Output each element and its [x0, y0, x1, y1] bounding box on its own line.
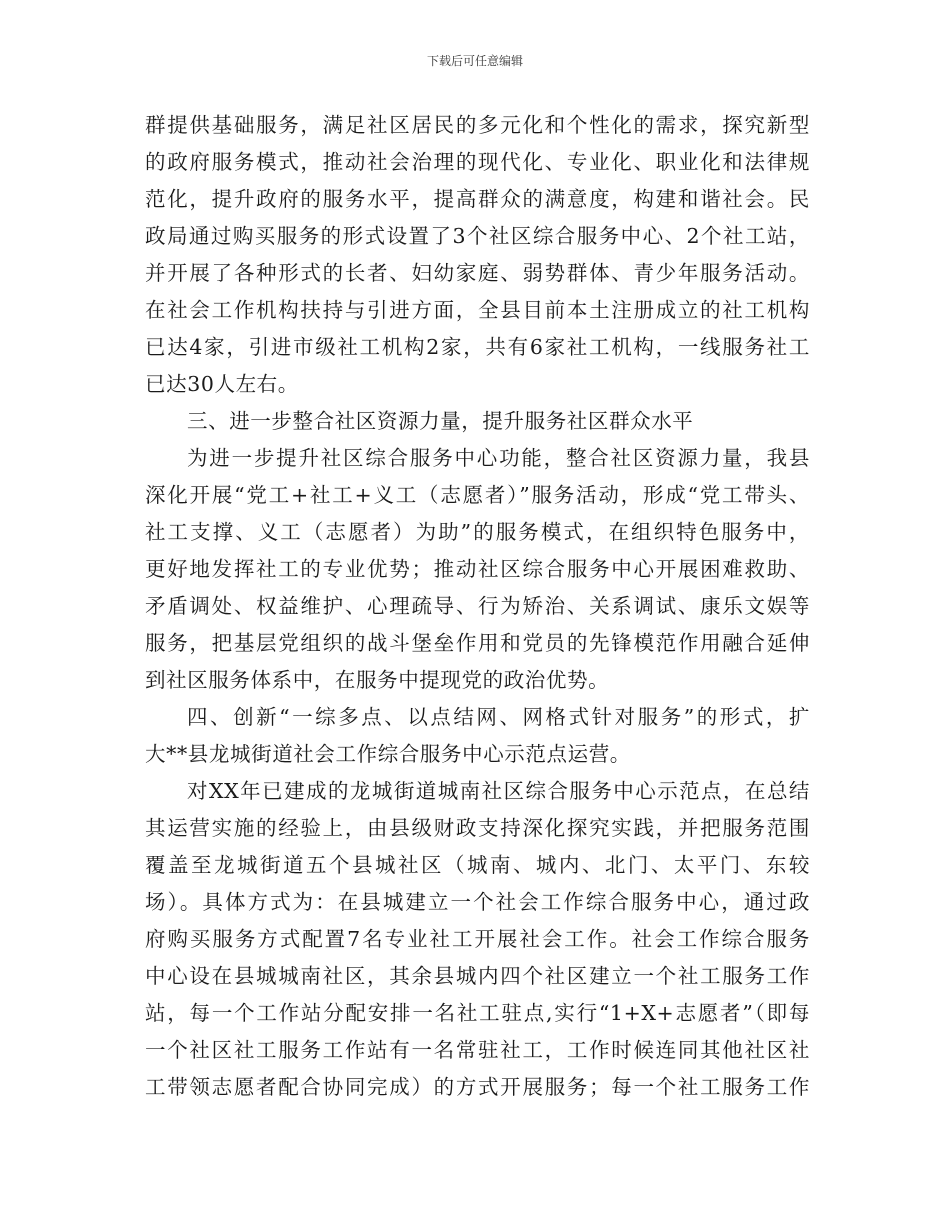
text-line: 服务，把基层党组织的战斗堡垒作用和党员的先锋模范作用融合延伸 — [145, 631, 810, 655]
text-line: 已达4家，引进市级社工机构2家，共有6家社工机构，一线服务社工 — [145, 335, 810, 359]
text-line: 四、创新“一综多点、以点结网、网格式针对服务”的形式，扩 — [187, 705, 810, 729]
text-line: 已达30人左右。 — [145, 372, 299, 396]
text-line: 更好地发挥社工的专业优势；推动社区综合服务中心开展困难救助、 — [145, 557, 810, 581]
text-line: 工带领志愿者配合协同完成）的方式开展服务；每一个社工服务工作 — [145, 1075, 810, 1099]
text-line: 覆盖至龙城街道五个县城社区（城南、城内、北门、太平门、东较 — [145, 853, 810, 877]
text-line: 矛盾调处、权益维护、心理疏导、行为矫治、关系调试、康乐文娱等 — [145, 594, 810, 618]
text-line: 中心设在县城城南社区，其余县城内四个社区建立一个社工服务工作 — [145, 964, 810, 988]
text-line: 到社区服务体系中，在服务中提现党的政治优势。 — [145, 668, 610, 692]
text-line: 范化，提升政府的服务水平，提高群众的满意度，构建和谐社会。民 — [145, 187, 810, 211]
text-line: 为进一步提升社区综合服务中心功能，整合社区资源力量，我县 — [187, 446, 810, 470]
text-line: 的政府服务模式，推动社会治理的现代化、专业化、职业化和法律规 — [145, 150, 810, 174]
text-line: 府购买服务方式配置7名专业社工开展社会工作。社会工作综合服务 — [145, 927, 810, 951]
text-line: 场）。具体方式为：在县城建立一个社会工作综合服务中心，通过政 — [145, 890, 810, 914]
text-line: 一个社区社工服务工作站有一名常驻社工，工作时候连同其他社区社 — [145, 1038, 810, 1062]
text-line: 政局通过购买服务的形式设置了3个社区综合服务中心、2个社工站， — [145, 224, 810, 248]
text-line: 群提供基础服务，满足社区居民的多元化和个性化的需求，探究新型 — [145, 113, 810, 137]
text-line: 并开展了各种形式的长者、妇幼家庭、弱势群体、青少年服务活动。 — [145, 261, 810, 285]
text-line: 在社会工作机构扶持与引进方面，全县目前本土注册成立的社工机构 — [145, 298, 810, 322]
text-line: 三、进一步整合社区资源力量，提升服务社区群众水平 — [187, 409, 694, 433]
text-line: 大**县龙城街道社会工作综合服务中心示范点运营。 — [145, 742, 631, 766]
text-line: 其运营实施的经验上，由县级财政支持深化探究实践，并把服务范围 — [145, 816, 810, 840]
document-body — [145, 107, 810, 1106]
text-line: 对XX年已建成的龙城街道城南社区综合服务中心示范点，在总结 — [187, 779, 810, 803]
page-header: 下载后可任意编辑 — [426, 54, 523, 68]
text-line: 社工支撑、义工（志愿者）为助”的服务模式，在组织特色服务中， — [145, 520, 810, 544]
text-line: 深化开展“党工+社工+义工（志愿者）”服务活动，形成“党工带头、 — [145, 483, 810, 507]
text-line: 站，每一个工作站分配安排一名社工驻点,实行“1+X+志愿者”（即每 — [145, 1001, 810, 1025]
